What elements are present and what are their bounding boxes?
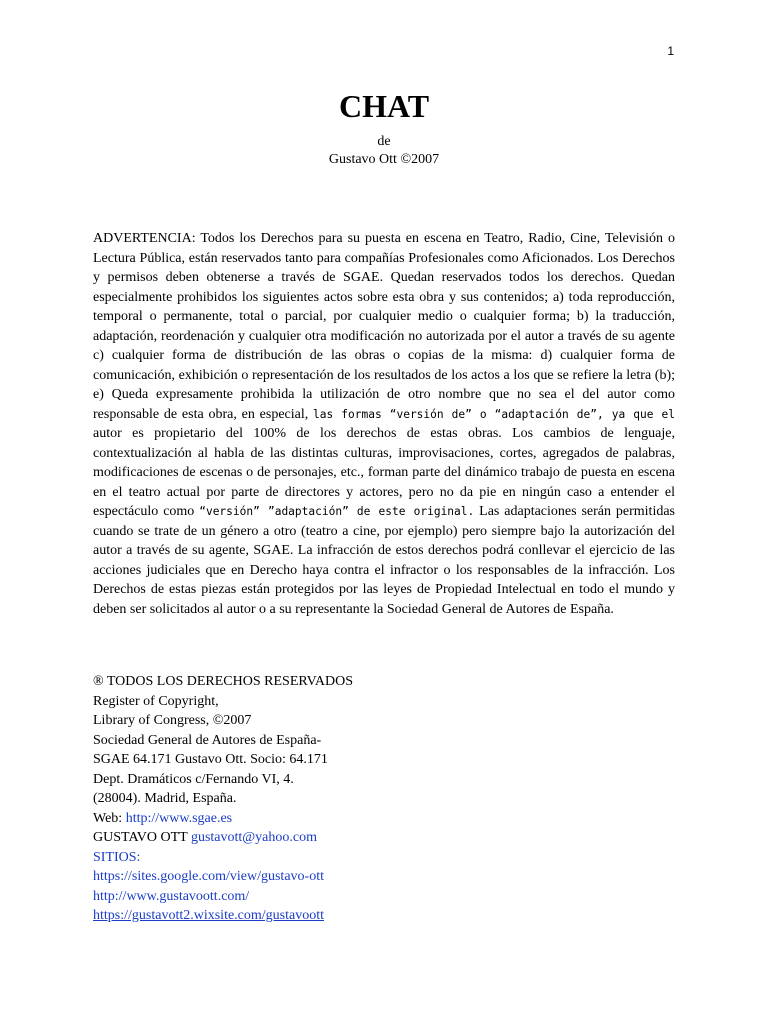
byline-de: de	[377, 134, 391, 149]
site-wix-link[interactable]: https://gustavott2.wixsite.com/gustavoott	[93, 908, 324, 923]
city-address: (28004). Madrid, España.	[93, 791, 237, 806]
warning-mono-part-1: las formas “versión de” o “adaptación de”, ya que el	[313, 407, 675, 421]
contact-line	[93, 828, 675, 848]
rights-reserved: ® TODOS LOS DERECHOS RESERVADOS	[93, 674, 354, 689]
department-address: Dept. Dramáticos c/Fernando VI, 4.	[93, 771, 294, 787]
sites-label: SITIOS:	[93, 849, 141, 865]
warning-text-part-3: Las adaptaciones serán permitidas cuando se trate de un género a otro (teatro a cine, por ejemplo) pero siempre bajo la autorización del autor a través de su agente, SGAE. La infracción de estos derechos podrá conllevar el ejercicio de las acciones judiciales que en Derecho haya contra el infractor o los responsables de la infracción. Los Derechos de estas piezas están protegidos por las leyes de Propiedad Intelectual en todo el mundo y deben ser solicitados al autor o a su representante la Sociedad General de Autores de España.	[93, 504, 676, 617]
sgae-web-link[interactable]: http://www.sgae.es	[125, 810, 233, 826]
site-gustavoott-link[interactable]: http://www.gustavoott.com/	[93, 888, 250, 904]
credits-block	[93, 672, 675, 926]
society-name: Sociedad General de Autores de España-	[93, 732, 322, 748]
author-line: Gustavo Ott ©2007	[328, 152, 440, 167]
web-line	[93, 809, 675, 829]
site-google-link[interactable]: https://sites.google.com/view/gustavo-ott	[93, 869, 324, 884]
web-label: Web:	[93, 810, 126, 826]
page-number: 1	[667, 44, 674, 58]
page-title: CHAT	[338, 88, 430, 124]
warning-text-part-1: ADVERTENCIA: Todos los Derechos para su puesta en escena en Teatro, Radio, Cine, Televisión o Lectura Pública, están reservados tanto para compañías Profesionales como Aficionados. Los Derechos y permisos deben obtenerse a través de SGAE. Quedan reservados todos los derechos. Quedan especialmente prohibidos los siguientes actos sobre esta obra y sus contenidos; a) toda reproducción, temporal o permanente, total o parcial, por cualquier medio o cualquier forma; b) la traducción, adaptación, reordenación y cualquier otra modificación no autorizada por el autor a través de su agente c) cualquier forma de distribución de las obras o copias de la misma: d) cualquier forma de comunicación, exhibición o representación de los resultados de los actos a los que se refiere la letra (b); e) Queda expresamente prohibida la utilización de otro nombre que no sea el del autor como responsable de esta obra, en especial,	[93, 231, 675, 422]
warning-paragraph	[93, 229, 675, 619]
sgae-member: SGAE 64.171 Gustavo Ott. Socio: 64.171	[93, 752, 328, 767]
contact-name: GUSTAVO OTT	[93, 830, 191, 845]
warning-mono-part-2: “versión” ”adaptación” de este original.	[199, 505, 475, 518]
library-congress: Library of Congress, ©2007	[93, 713, 252, 728]
register-copyright: Register of Copyright,	[93, 693, 219, 709]
warning-text-part-2: autor es propietario del 100% de los derechos de estas obras. Los cambios de lenguaje, contextualización al habla de las distintas culturas, improvisaciones, cortes, agregados de palabras, modificaciones de escenas o de personajes, etc., forman parte del dinámico trabajo de puesta en escena en el teatro actual por parte de directores y actores, pero no da pie en ningún caso a entender el espectáculo como	[93, 426, 675, 519]
contact-email-link[interactable]: gustavott@yahoo.com	[190, 830, 317, 845]
